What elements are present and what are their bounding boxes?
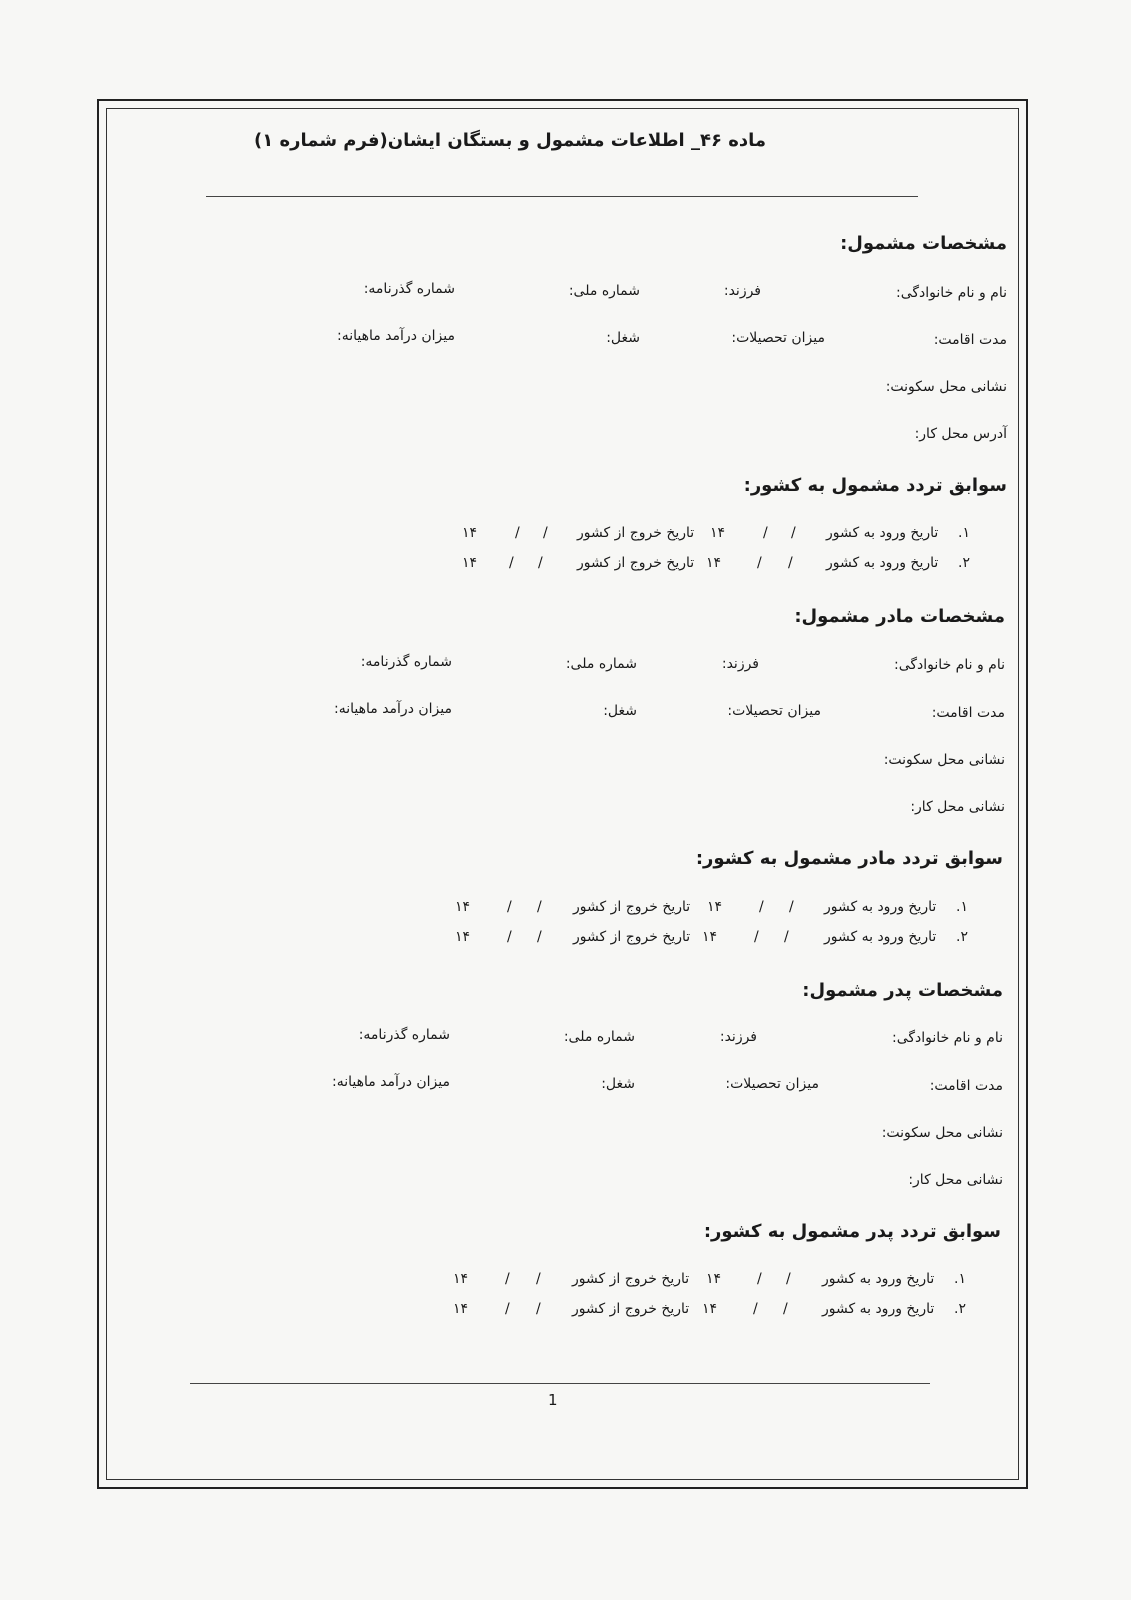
father-name-label: نام و نام خانوادگی: [892,1030,1003,1046]
entry-date-label: تاریخ ورود به کشور [826,525,939,541]
year-prefix: ۱۴ [462,525,478,541]
subject-name-label: نام و نام خانوادگی: [896,285,1007,301]
exit-date-label: تاریخ خروج از کشور [573,899,691,915]
subject-passport-label: شماره گذرنامه: [363,281,455,297]
father-residence-label: مدت اقامت: [929,1078,1003,1094]
year-prefix: ۱۴ [702,929,718,945]
row-number: .۲ [956,929,968,945]
father-home-address-label: نشانی محل سکونت: [881,1125,1003,1141]
subject-travel-heading: سوابق تردد مشمول به کشور: [743,475,1007,496]
year-prefix: ۱۴ [707,899,723,915]
mother-job-label: شغل: [603,703,637,719]
entry-date-label: تاریخ ورود به کشور [824,899,937,915]
mother-heading: مشخصات مادر مشمول: [794,606,1005,627]
subject-work-address-label: آدرس محل کار: [914,426,1007,442]
form-title: ماده ۴۶_ اطلاعات مشمول و بستگان ایشان(فرم شماره ۱) [254,130,766,151]
subject-residence-label: مدت اقامت: [933,332,1007,348]
mother-travel-heading: سوابق تردد مادر مشمول به کشور: [695,848,1003,869]
mother-national-id-label: شماره ملی: [565,656,637,672]
mother-child-of-label: فرزند: [721,656,759,672]
row-number: .۱ [956,899,968,915]
year-prefix: ۱۴ [706,1271,722,1287]
exit-date-label: تاریخ خروج از کشور [577,525,695,541]
father-income-label: میزان درآمد ماهیانه: [331,1074,450,1090]
mother-passport-label: شماره گذرنامه: [360,654,452,670]
year-prefix: ۱۴ [702,1301,718,1317]
father-national-id-label: شماره ملی: [563,1029,635,1045]
subject-education-label: میزان تحصیلات: [731,330,825,346]
father-education-label: میزان تحصیلات: [725,1076,819,1092]
subject-national-id-label: شماره ملی: [568,283,640,299]
row-number: .۱ [954,1271,966,1287]
father-travel-heading: سوابق تردد پدر مشمول به کشور: [703,1221,1001,1242]
year-prefix: ۱۴ [706,555,722,571]
mother-home-address-label: نشانی محل سکونت: [883,752,1005,768]
year-prefix: ۱۴ [455,899,471,915]
year-prefix: ۱۴ [453,1301,469,1317]
father-heading: مشخصات پدر مشمول: [802,980,1003,1001]
exit-date-label: تاریخ خروج از کشور [572,1301,690,1317]
mother-income-label: میزان درآمد ماهیانه: [333,701,452,717]
mother-education-label: میزان تحصیلات: [727,703,821,719]
mother-name-label: نام و نام خانوادگی: [894,657,1005,673]
year-prefix: ۱۴ [453,1271,469,1287]
year-prefix: ۱۴ [710,525,726,541]
row-number: .۲ [954,1301,966,1317]
father-passport-label: شماره گذرنامه: [358,1027,450,1043]
father-job-label: شغل: [601,1076,635,1092]
page-number: 1 [548,1391,558,1409]
exit-date-label: تاریخ خروج از کشور [573,929,691,945]
entry-date-label: تاریخ ورود به کشور [824,929,937,945]
subject-job-label: شغل: [606,330,640,346]
entry-date-label: تاریخ ورود به کشور [822,1301,935,1317]
mother-residence-label: مدت اقامت: [931,705,1005,721]
mother-work-address-label: نشانی محل کار: [910,799,1005,815]
father-work-address-label: نشانی محل کار: [908,1172,1003,1188]
father-child-of-label: فرزند: [719,1029,757,1045]
row-number: .۲ [958,555,970,571]
exit-date-label: تاریخ خروج از کشور [577,555,695,571]
title-divider [206,196,918,197]
footer-divider [190,1383,930,1384]
subject-child-of-label: فرزند: [723,283,761,299]
entry-date-label: تاریخ ورود به کشور [822,1271,935,1287]
subject-income-label: میزان درآمد ماهیانه: [336,328,455,344]
subject-home-address-label: نشانی محل سکونت: [885,379,1007,395]
entry-date-label: تاریخ ورود به کشور [826,555,939,571]
exit-date-label: تاریخ خروج از کشور [572,1271,690,1287]
subject-heading: مشخصات مشمول: [840,233,1007,254]
year-prefix: ۱۴ [455,929,471,945]
year-prefix: ۱۴ [462,555,478,571]
row-number: .۱ [958,525,970,541]
